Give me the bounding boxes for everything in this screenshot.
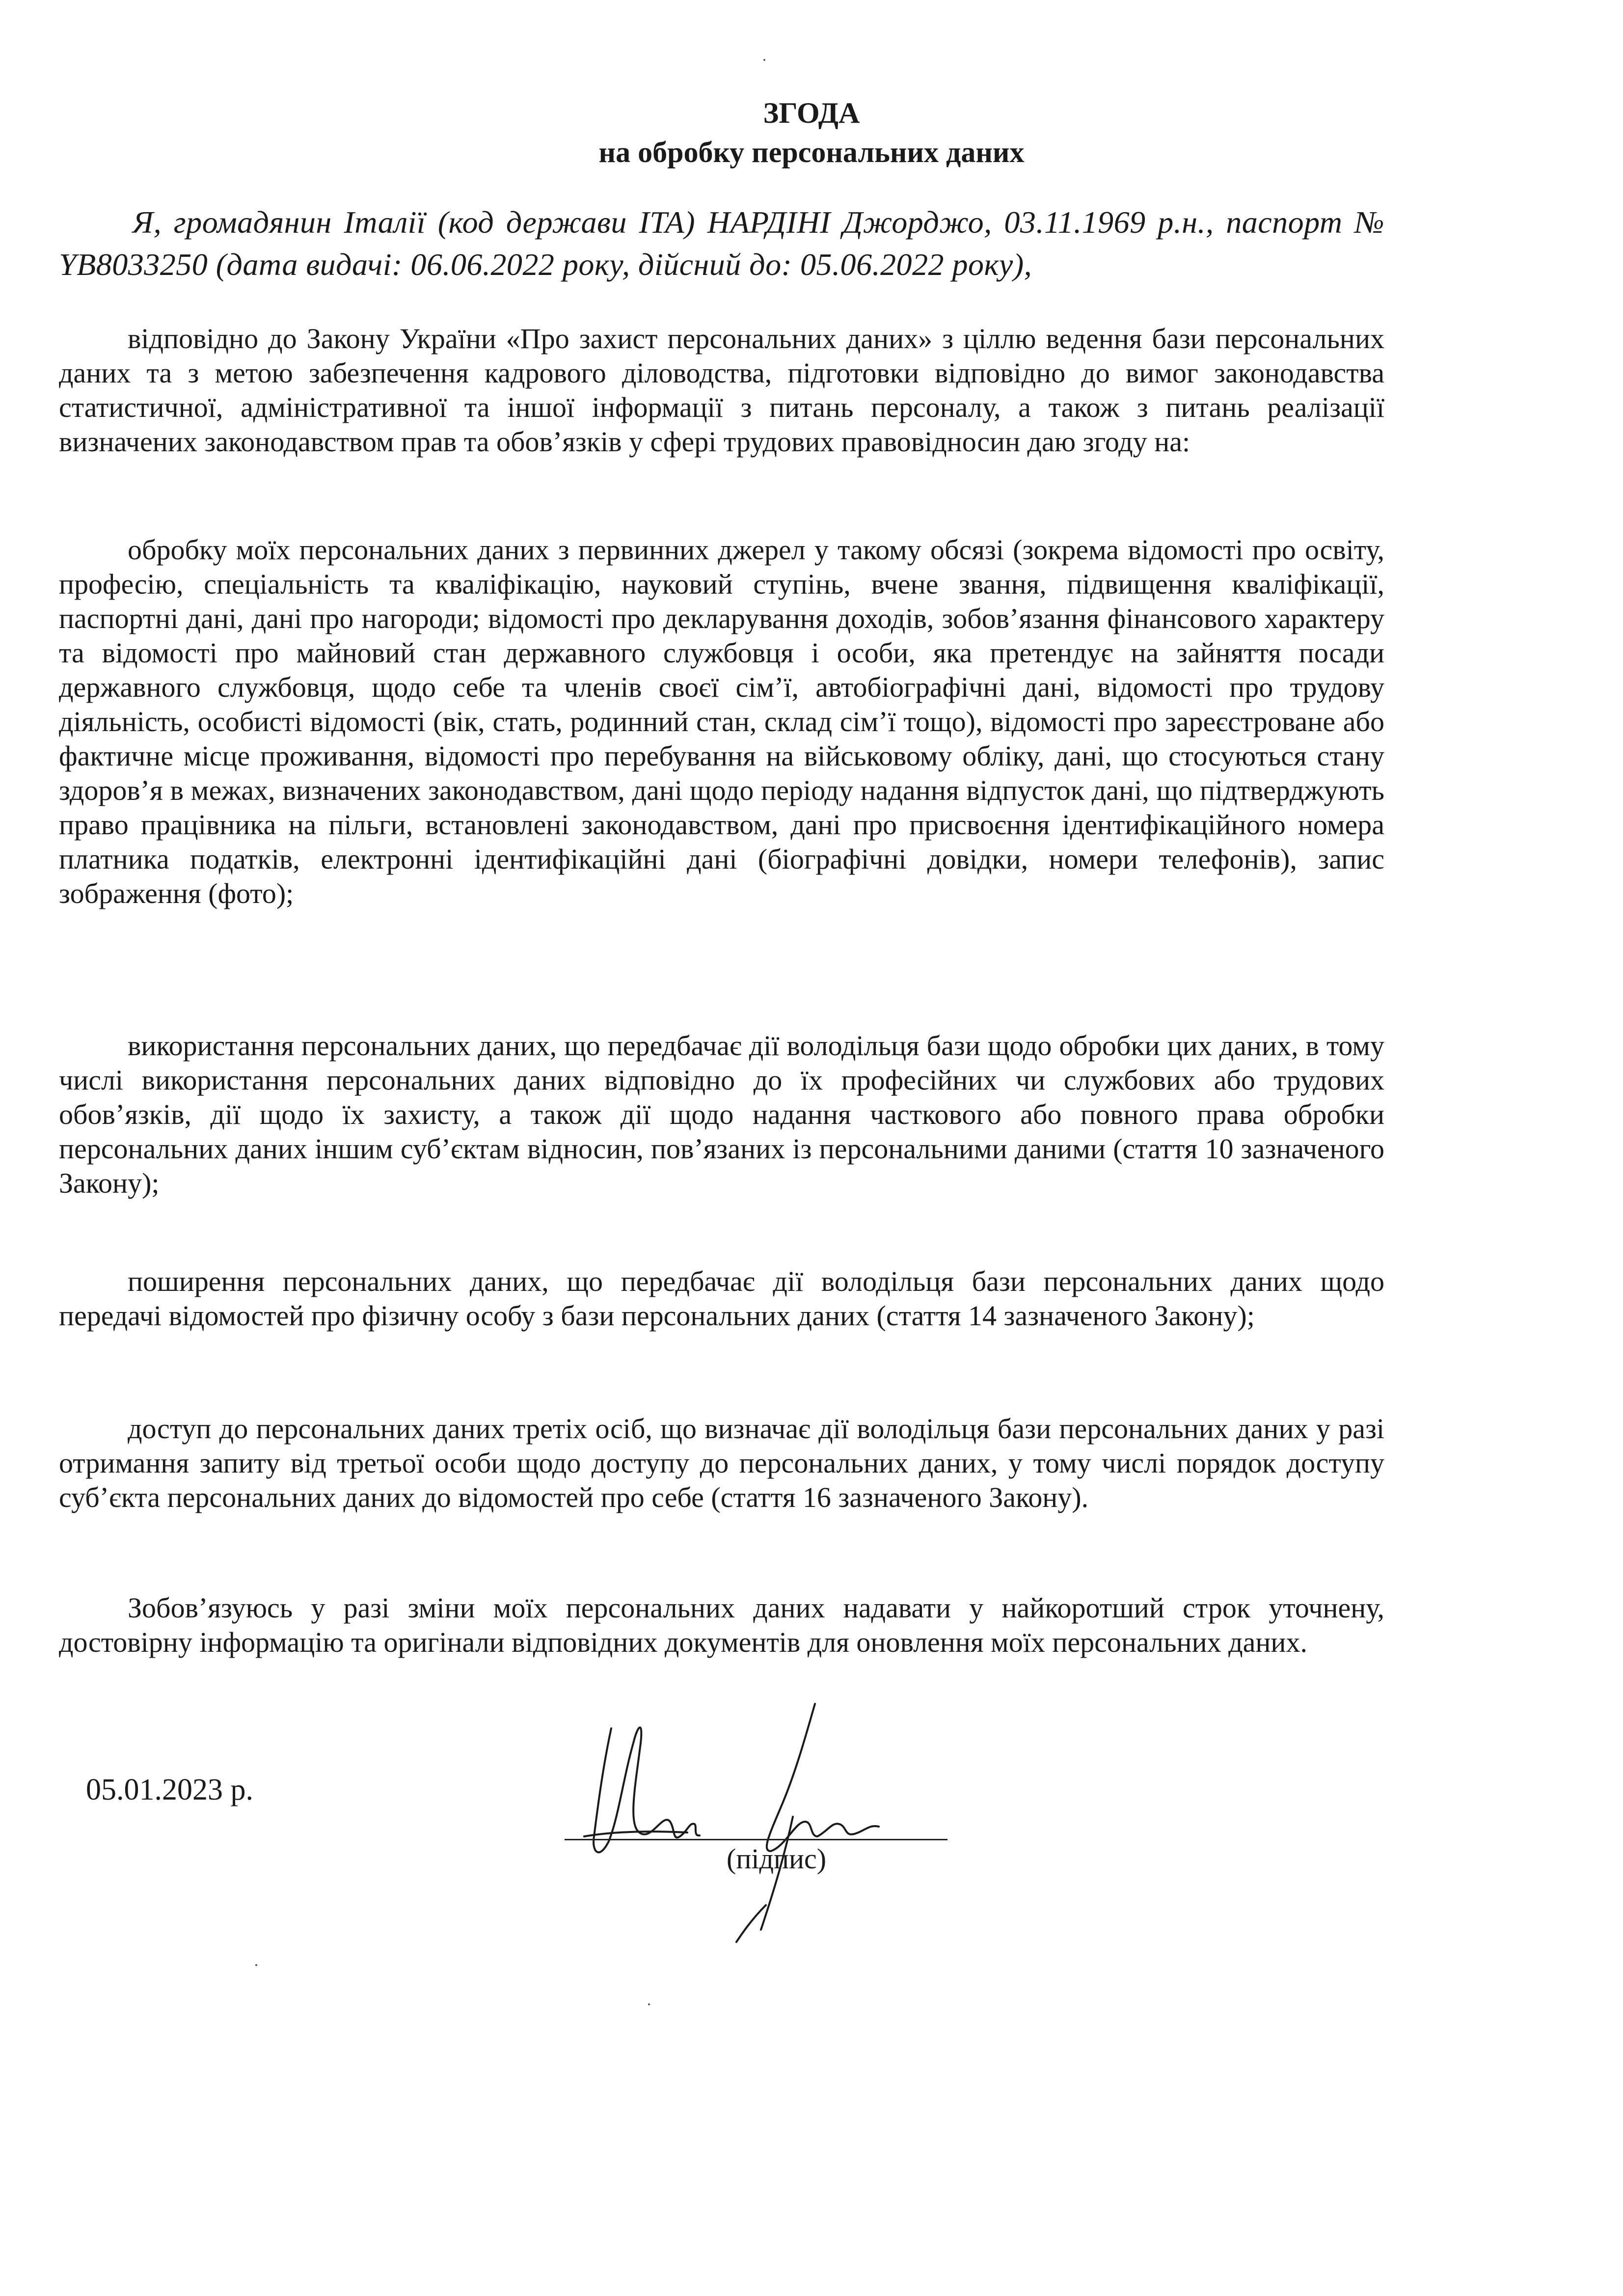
document-subtitle: на обробку персональних даних xyxy=(598,136,1025,168)
commitment-paragraph: Зобов’язуюсь у разі зміни моїх персональних даних надавати у найкоротший строк уточнену, достовірну інформацію та оригінали відповідних документів для оновлення моїх персональних даних. xyxy=(59,1592,1384,1658)
third-party-access-paragraph: доступ до персональних даних третіх осіб, що визначає дії володільця бази персональних даних у разі отримання запиту від третьої особи щодо доступу до персональних даних, у тому числі порядок доступу суб’єкта персональних даних до відомостей про себе (стаття 16 зазначеного Закону). xyxy=(59,1413,1384,1513)
legal-basis-paragraph: відповідно до Закону України «Про захист персональних даних» з ціллю ведення бази персональних даних та з метою забезпечення кадрового діловодства, підготовки відповідно до вимог законодавства статистичної, адміністративної та іншої інформації з питань персоналу, а також з питань реалізації визначених законодавством прав та обов’язків у сфері трудових правовідносин даю згоду на: xyxy=(59,323,1384,458)
scan-speck xyxy=(255,1964,257,1966)
processing-consent-paragraph: обробку моїх персональних даних з первинних джерел у такому обсязі (зокрема відомості про освіту, професію, спеціальність та кваліфікацію, науковий ступінь, вчене звання, підвищення кваліфікації, паспортні дані, дані про нагороди; відомості про декларування доходів, зобов’язання фінансового характеру та відомості про майновий стан державного службовця і особи, яка претендує на зайняття посади державного службовця, щодо себе та членів своєї сім’ї, автобіографічні дані, відомості про трудову діяльність, особисті відомості (вік, стать, родинний стан, склад сім’ї тощо), відомості про зареєстроване або фактичне місце проживання, відомості про перебування на військовому обліку, дані, що стосуються стану здоров’я в межах, визначених законодавством, дані щодо періоду надання відпусток дані, що підтверджують право працівника на пільги, встановлені законодавством, дані про присвоєння ідентифікаційного номера платника податків, електронні ідентифікаційні дані (біографічні довідки, номери телефонів), запис зображення (фото); xyxy=(59,534,1384,909)
handwritten-signature xyxy=(565,1674,957,1949)
distribution-consent-paragraph: поширення персональних даних, що передбачає дії володільця бази персональних даних щодо передачі відомостей про фізичну особу з бази персональних даних (стаття 14 зазначеного Закону); xyxy=(59,1265,1384,1332)
signature-line xyxy=(565,1839,947,1840)
use-consent-paragraph: використання персональних даних, що передбачає дії володільця бази щодо обробки цих даних, в тому числі використання персональних даних відповідно до їх професійних чи службових або трудових обов’язків, дії щодо їх захисту, а також дії щодо надання часткового або повного права обробки персональних даних іншим суб’єктам відносин, пов’язаних із персональними даними (стаття 10 зазначеного Закону); xyxy=(59,1030,1384,1199)
intro-paragraph: Я, громадянин Італії (код держави ITA) НАРДІНІ Джорджо, 03.11.1969 р.н., паспорт № YB8033250 (дата видачі: 06.06.2022 року, дійсний до: 05.06.2022 року), xyxy=(59,205,1384,282)
signature-label: (підпис) xyxy=(727,1843,827,1875)
document-title: ЗГОДА xyxy=(763,97,860,129)
scan-speck xyxy=(648,2003,650,2005)
scan-speck xyxy=(763,59,765,61)
signing-date: 05.01.2023 р. xyxy=(86,1773,253,1806)
